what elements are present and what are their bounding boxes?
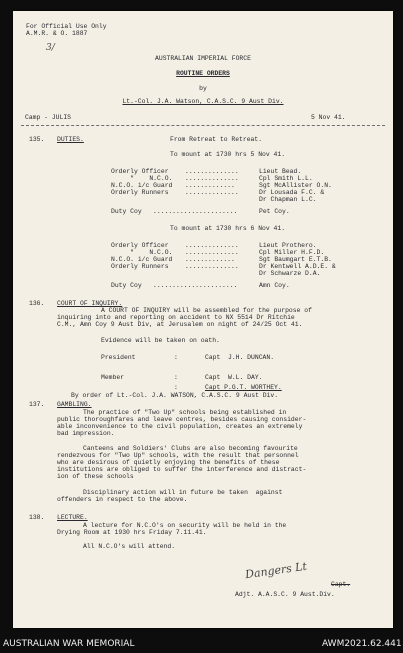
commander-line: Lt.-Col. J.A. Watson, C.A.S.C. 9 Aust Div. xyxy=(122,98,284,105)
duty-name: Dr Chapman L.C. xyxy=(259,196,317,203)
member-name: Capt W.L. DAY. xyxy=(205,374,263,381)
duty-role: " N.C.O. xyxy=(111,249,173,256)
duty-name: Sgt Baumgart E.T.B. xyxy=(259,256,332,263)
gambling-text: Disciplinary action will in future be taken against xyxy=(83,489,283,496)
duty-role: Orderly Officer xyxy=(111,242,169,249)
duty-role: Orderly Officer xyxy=(111,168,169,175)
duty-leader-dots: ...................... xyxy=(153,208,238,215)
by-line: by xyxy=(199,85,207,92)
duty-name: Cpl Smith L.L. xyxy=(259,175,313,182)
duty-role: Duty Coy xyxy=(111,282,142,289)
member-name: Capt J.H. DUNCAN. xyxy=(205,354,275,361)
handwritten-signature: Dangers Lt xyxy=(244,559,308,582)
duty-role: Duty Coy xyxy=(111,208,142,215)
section-number: 137. xyxy=(29,401,45,408)
archive-name: AUSTRALIAN WAR MEMORIAL xyxy=(3,639,135,649)
mount-time-1: To mount at 1730 hrs 5 Nov 41. xyxy=(170,151,286,158)
gambling-text: rendezvous for "Two Up" schools, with the result that personnel xyxy=(57,452,299,459)
inquiry-text: A COURT OF INQUIRY will be assembled for the purpose of xyxy=(101,307,312,314)
duties-period: From Retreat to Retreat. xyxy=(170,136,263,143)
duty-leader-dots: .............. xyxy=(185,189,239,196)
duty-role: " N.C.O. xyxy=(111,175,173,182)
gambling-text: offenders in respect to the above. xyxy=(57,496,188,503)
section-heading-duties: DUTIES. xyxy=(57,136,84,143)
duty-name: Lieut Prothero. xyxy=(259,242,317,249)
inquiry-text: inquiring into and reporting on accident to NX 5514 Dr Ritchie xyxy=(57,314,295,321)
gambling-text: The practice of "Two Up" schools being established in xyxy=(83,409,287,416)
duty-name: Lieut Bead. xyxy=(259,168,302,175)
mount-time-2: To mount at 1730 hrs 6 Nov 41. xyxy=(170,225,286,232)
duty-name: Sgt McAllister O.N. xyxy=(259,182,332,189)
member-role: Member xyxy=(101,374,125,381)
section-number: 138. xyxy=(29,514,45,521)
official-use-line: For Official Use Only xyxy=(26,23,107,30)
camp-label: Camp - JULIS xyxy=(25,114,72,121)
by-order-line: By order of Lt.-Col. J.A. WATSON, C.A.S.C. 9 Aust Div. xyxy=(71,392,279,399)
member-name: Capt P.G.T. WORTHEY. xyxy=(205,384,282,391)
gambling-text: able inconvenience to the civil population, creates an extremely xyxy=(57,423,303,430)
duty-leader-dots: .............. xyxy=(185,242,239,249)
duty-leader-dots: .............. xyxy=(185,249,239,256)
handwritten-mark: 3/ xyxy=(46,43,55,53)
lecture-attendance: All N.C.O's will attend. xyxy=(83,543,176,550)
section-number: 135. xyxy=(29,136,45,143)
gambling-text: who are desirous of quietly enjoying the benefits of these xyxy=(57,459,280,466)
section-heading-lecture: LECTURE. xyxy=(57,514,88,521)
duty-name: Dr Lousada F.C. & xyxy=(259,189,325,196)
duty-leader-dots: ............. xyxy=(185,256,235,263)
duty-leader-dots: ............. xyxy=(185,182,235,189)
member-role: President xyxy=(101,354,136,361)
archive-reference: AWM2021.62.441 xyxy=(322,639,402,649)
section-heading-gambling: GAMBLING. xyxy=(57,401,92,408)
duty-name: Cpl Miller H.F.D. xyxy=(259,249,325,256)
evidence-note: Evidence will be taken on oath. xyxy=(101,337,220,344)
document-page xyxy=(13,11,393,628)
gambling-text: public thoroughfares and leave centres, besides causing consider- xyxy=(57,416,307,423)
member-colon: : xyxy=(174,374,178,381)
archive-footer xyxy=(0,636,403,653)
duty-role: N.C.O. i/c Guard xyxy=(111,182,173,189)
duty-name: Dr Schwarze D.A. xyxy=(259,270,321,277)
page-title: ROUTINE ORDERS xyxy=(176,70,230,77)
gambling-text: ion of these schools xyxy=(57,473,134,480)
gambling-text: institutions are obliged to suffer the interference and distract- xyxy=(57,466,307,473)
struck-rank: Capt. xyxy=(331,581,351,588)
order-date: 5 Nov 41. xyxy=(311,114,346,121)
force-heading: AUSTRALIAN IMPERIAL FORCE xyxy=(155,55,251,62)
lecture-text: A lecture for N.C.O's on security will be held in the xyxy=(83,522,287,529)
lecture-text: Drying Room at 1930 hrs Friday 7.11.41. xyxy=(57,529,207,536)
duty-name: Amn Coy. xyxy=(259,282,290,289)
duty-role: Orderly Runners xyxy=(111,263,169,270)
section-number: 136. xyxy=(29,300,45,307)
member-colon: : xyxy=(174,354,178,361)
duty-name: Dr Kentwell A.D.E. & xyxy=(259,263,336,270)
header-divider xyxy=(21,125,385,126)
duty-role: Orderly Runners xyxy=(111,189,169,196)
duty-role: N.C.O. i/c Guard xyxy=(111,256,173,263)
duty-leader-dots: .............. xyxy=(185,175,239,182)
official-reference: A.M.R. & O. 1887 xyxy=(26,30,88,37)
member-colon: : xyxy=(174,384,178,391)
duty-leader-dots: .............. xyxy=(185,263,239,270)
duty-name: Pet Coy. xyxy=(259,208,290,215)
section-heading-inquiry: COURT OF INQUIRY. xyxy=(57,300,123,307)
signature-block: Adjt. A.A.S.C. 9 Aust.Div. xyxy=(235,591,335,598)
duty-leader-dots: ...................... xyxy=(153,282,238,289)
duty-leader-dots: .............. xyxy=(185,168,239,175)
inquiry-text: C.M., Amn Coy 9 Aust Div, at Jerusalem on night of 24/25 Oct 41. xyxy=(57,321,303,328)
gambling-text: Canteens and Soldiers' Clubs are also becoming favourite xyxy=(83,445,298,452)
gambling-text: bad impression. xyxy=(57,430,115,437)
